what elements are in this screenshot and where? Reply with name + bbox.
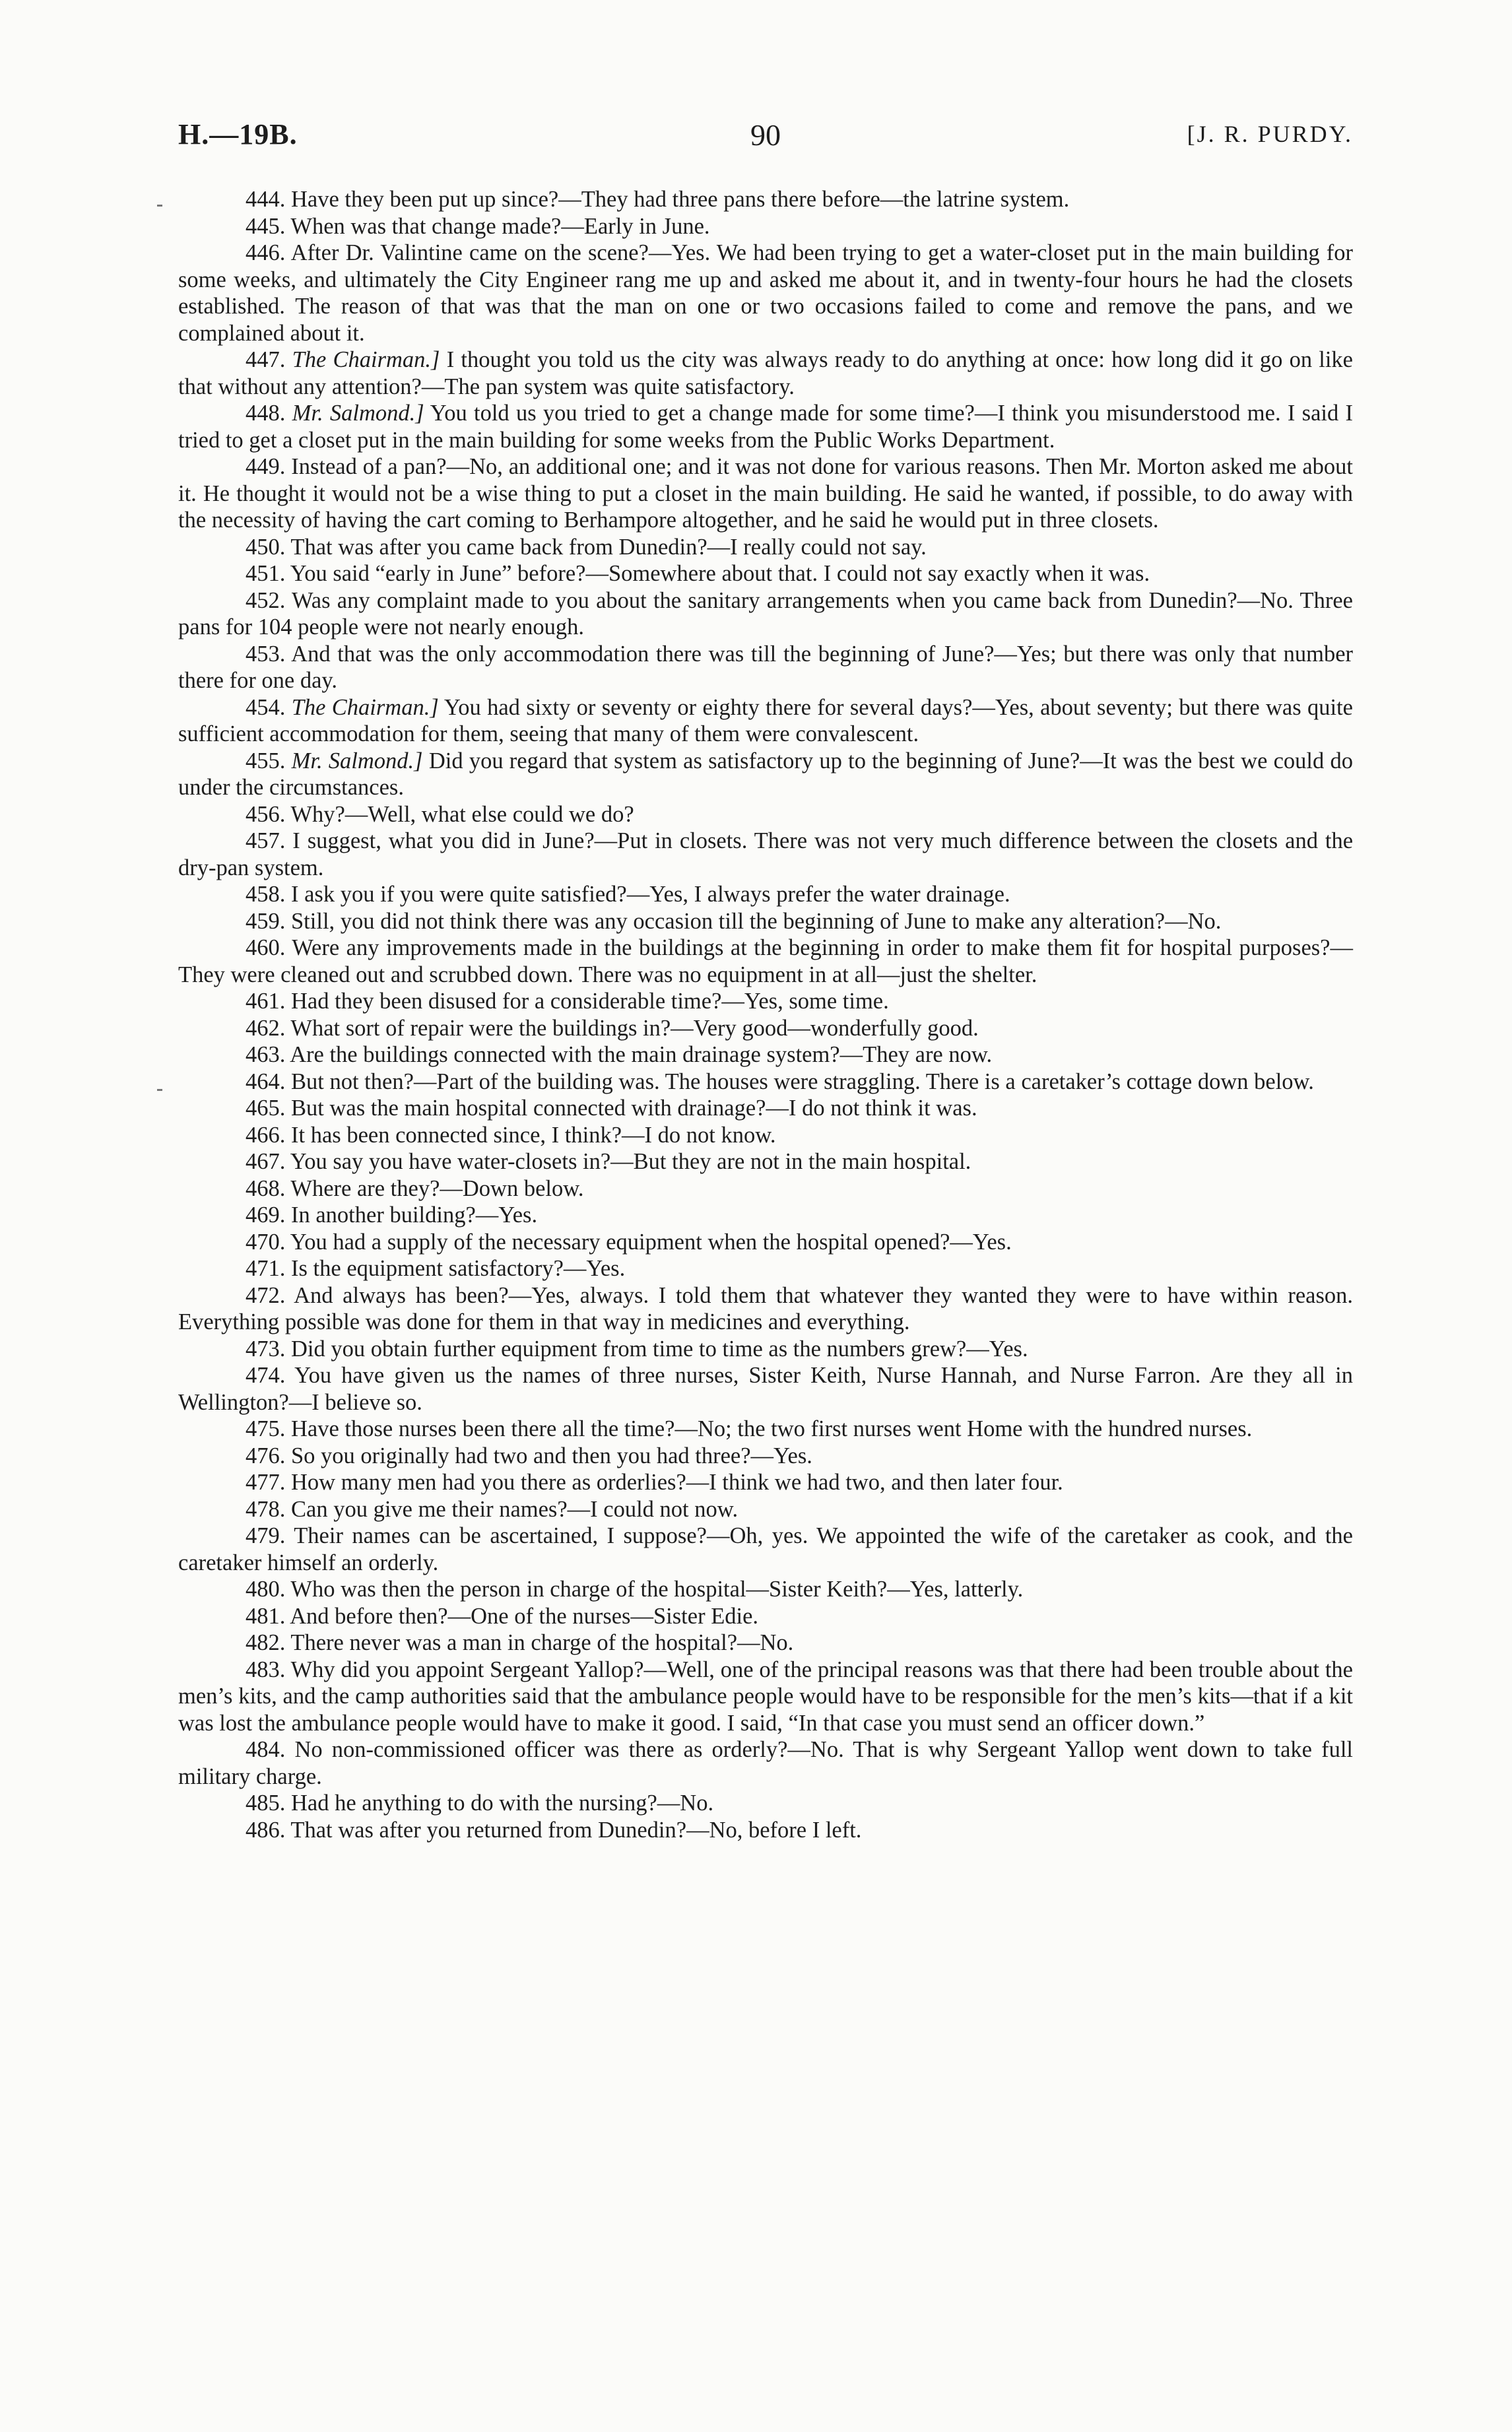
question-answer-text: Was any complaint made to you about the sanitary arrangements when you came back from Dunedin?—No. Three pans for 104 people were not nearly enough. (178, 587, 1353, 640)
question-486 (178, 1817, 1353, 1844)
page-number: 90 (750, 118, 781, 152)
question-answer-text: So you originally had two and then you had three?—Yes. (291, 1443, 812, 1468)
question-478 (178, 1496, 1353, 1523)
question-number: 460. (246, 935, 286, 960)
question-number: 448. (246, 401, 286, 426)
question-448 (178, 400, 1353, 453)
question-answer-text: Had they been disused for a considerable time?—Yes, some time. (291, 989, 889, 1014)
question-number: 473. (246, 1336, 286, 1362)
question-453 (178, 641, 1353, 694)
question-456 (178, 801, 1353, 828)
question-answer-text: Had he anything to do with the nursing?—No. (291, 1791, 714, 1816)
question-number: 453. (246, 641, 286, 667)
question-463 (178, 1041, 1353, 1068)
question-answer-text: I thought you told us the city was always ready to do anything at once: how long did it go on like that without any attention?—The pan system was quite satisfactory. (178, 347, 1353, 399)
question-number: 445. (246, 213, 286, 239)
question-451 (178, 560, 1353, 587)
question-450 (178, 534, 1353, 561)
question-answer-text: And always has been?—Yes, always. I told them that whatever they wanted they were to have within reason. Everything possible was done for them in that way in medicines and everything. (178, 1282, 1353, 1334)
page-header (178, 117, 1353, 164)
question-number: 451. (246, 561, 286, 586)
question-number: 472. (246, 1282, 286, 1308)
question-number: 464. (246, 1068, 286, 1094)
question-answer-text: Why?—Well, what else could we do? (290, 801, 634, 827)
question-454 (178, 694, 1353, 748)
question-473 (178, 1336, 1353, 1363)
question-answer-text: What sort of repair were the buildings in?—Very good—wonderfully good. (290, 1015, 979, 1041)
question-number: 449. (246, 454, 286, 479)
question-468 (178, 1175, 1353, 1202)
question-answer-text: Have those nurses been there all the time?—No; the two first nurses went Home with the hundred nurses. (291, 1416, 1253, 1441)
question-459 (178, 908, 1353, 935)
question-number: 466. (246, 1122, 286, 1148)
question-458 (178, 881, 1353, 908)
question-464 (178, 1068, 1353, 1096)
question-471 (178, 1255, 1353, 1282)
question-number: 467. (246, 1149, 286, 1174)
question-number: 465. (246, 1096, 286, 1121)
question-answer-text: And before then?—One of the nurses—Sister Edie. (290, 1603, 759, 1629)
question-answer-text: Did you regard that system as satisfactory up to the beginning of June?—It was the best we could do under the circumstances. (178, 748, 1353, 800)
question-number: 446. (246, 240, 286, 265)
question-answer-text: That was after you came back from Dunedin?—I really could not say. (290, 534, 927, 560)
question-number: 461. (246, 989, 286, 1014)
question-470 (178, 1229, 1353, 1256)
question-number: 459. (246, 908, 286, 934)
question-answer-text: Their names can be ascertained, I suppose?—Oh, yes. We appointed the wife of the caretaker as cook, and the caretaker himself an orderly. (178, 1523, 1353, 1575)
question-number: 485. (246, 1791, 286, 1816)
question-469 (178, 1202, 1353, 1229)
speaker-label: The Chairman.] (292, 347, 440, 372)
question-number: 462. (246, 1015, 286, 1041)
question-number: 447. (246, 347, 286, 372)
question-answer-text: You told us you tried to get a change made for some time?—I think you misunderstood me. I said I tried to get a closet put in the main building for some weeks from the Public Works Department. (178, 401, 1353, 453)
question-answer-text: I ask you if you were quite satisfied?—Yes, I always prefer the water drainage. (291, 882, 1010, 907)
question-answer-text: There never was a man in charge of the hospital?—No. (290, 1630, 794, 1655)
question-number: 481. (246, 1603, 286, 1629)
question-answer-text: I suggest, what you did in June?—Put in closets. There was not very much difference between the closets and the dry-pan system. (178, 828, 1354, 880)
question-answer-text: Are the buildings connected with the main drainage system?—They are now. (290, 1042, 993, 1067)
question-answer-text: You had a supply of the necessary equipment when the hospital opened?—Yes. (290, 1229, 1012, 1255)
question-number: 444. (246, 187, 286, 212)
question-answer-text: It has been connected since, I think?—I do not know. (291, 1122, 776, 1148)
question-number: 486. (246, 1817, 286, 1843)
question-answer-text: Did you obtain further equipment from time to time as the numbers grew?—Yes. (291, 1336, 1028, 1362)
question-number: 470. (246, 1229, 286, 1255)
question-455 (178, 748, 1353, 801)
question-445 (178, 213, 1353, 240)
question-number: 482. (246, 1630, 286, 1655)
question-number: 450. (246, 534, 286, 560)
question-479 (178, 1523, 1353, 1576)
question-answer-text: How many men had you there as orderlies?—I think we had two, and then later four. (291, 1470, 1063, 1495)
question-461 (178, 988, 1353, 1015)
question-number: 454. (246, 694, 286, 720)
question-answer-text: Have they been put up since?—They had three pans there before—the latrine system. (291, 187, 1070, 212)
question-number: 478. (246, 1496, 286, 1522)
question-number: 483. (246, 1657, 286, 1682)
question-462 (178, 1015, 1353, 1042)
margin-mark (157, 205, 162, 207)
question-number: 468. (246, 1175, 286, 1201)
question-474 (178, 1362, 1353, 1416)
question-number: 480. (246, 1577, 286, 1602)
question-answer-text: You said “early in June” before?—Somewhere about that. I could not say exactly when it was. (290, 561, 1150, 586)
question-answer-text: When was that change made?—Early in June. (290, 213, 710, 239)
question-number: 479. (246, 1523, 286, 1548)
margin-mark (157, 1089, 162, 1091)
question-number: 475. (246, 1416, 286, 1441)
question-answer-text: Were any improvements made in the buildings at the beginning in order to make them fit for hospital purposes?—They were cleaned out and scrubbed down. There was no equipment in at all—just the shelter. (178, 935, 1353, 987)
question-answer-text: Where are they?—Down below. (290, 1175, 584, 1201)
question-number: 452. (246, 587, 286, 613)
question-number: 484. (246, 1737, 286, 1762)
question-answer-text: Can you give me their names?—I could not now. (291, 1496, 739, 1522)
question-449 (178, 453, 1353, 534)
question-answer-text: Is the equipment satisfactory?—Yes. (291, 1256, 626, 1281)
testimony-body (178, 186, 1353, 1843)
question-475 (178, 1416, 1353, 1443)
question-answer-text: You had sixty or seventy or eighty there for several days?—Yes, about seventy; but there was quite sufficient accommodation for them, seeing that many of them were convalescent. (178, 694, 1353, 746)
question-480 (178, 1576, 1353, 1603)
question-answer-text: In another building?—Yes. (291, 1202, 538, 1228)
question-answer-text: And that was the only accommodation there was till the beginning of June?—Yes; but there was only that number there for one day. (178, 641, 1353, 693)
question-number: 471. (246, 1256, 286, 1281)
question-answer-text: That was after you returned from Dunedin?—No, before I left. (290, 1817, 862, 1843)
question-466 (178, 1122, 1353, 1149)
question-answer-text: But was the main hospital connected with drainage?—I do not think it was. (291, 1096, 977, 1121)
question-number: 476. (246, 1443, 286, 1468)
question-452 (178, 587, 1353, 641)
question-number: 469. (246, 1202, 286, 1228)
question-444 (178, 186, 1353, 213)
question-answer-text: Who was then the person in charge of the hospital—Sister Keith?—Yes, latterly. (290, 1577, 1024, 1602)
question-answer-text: After Dr. Valintine came on the scene?—Yes. We had been trying to get a water-closet put in the main building for some weeks, and ultimately the City Engineer rang me up and asked me about it, and in twenty-four hours he had the closets established. The reason of that was that the man on one or two occasions failed to come and remove the pans, and we complained about it. (178, 240, 1353, 346)
question-answer-text: Instead of a pan?—No, an additional one; and it was not done for various reasons. Then Mr. Morton asked me about it. He thought it would not be a wise thing to put a closet in the main building. He said he wanted, if possible, to do away with the necessity of having the cart coming to Berhampore altogether, and he said he would put in three closets. (178, 454, 1354, 533)
question-number: 474. (246, 1363, 286, 1388)
question-467 (178, 1148, 1353, 1175)
question-483 (178, 1657, 1353, 1737)
question-answer-text: No non-commissioned officer was there as orderly?—No. That is why Sergeant Yallop went down to take full military charge. (178, 1737, 1353, 1789)
question-number: 456. (246, 801, 286, 827)
question-number: 463. (246, 1042, 286, 1067)
question-number: 455. (246, 748, 286, 773)
question-answer-text: Still, you did not think there was any occasion till the beginning of June to make any alteration?—No. (291, 908, 1222, 934)
question-472 (178, 1282, 1353, 1336)
question-482 (178, 1629, 1353, 1657)
witness-name: [J. R. PURDY. (1187, 121, 1353, 147)
question-446 (178, 240, 1353, 346)
question-answer-text: But not then?—Part of the building was. The houses were straggling. There is a caretaker’s cottage down below. (291, 1068, 1314, 1094)
question-number: 477. (246, 1470, 286, 1495)
speaker-label: Mr. Salmond.] (292, 401, 424, 426)
question-447 (178, 346, 1353, 400)
question-answer-text: Why did you appoint Sergeant Yallop?—Well, one of the principal reasons was that there had been trouble about the men’s kits, and the camp authorities said that the ambulance people would have to be responsible for the men’s kits—that if a kit was lost the ambulance people would have to make it good. I said, “In that case you must send an officer down.” (178, 1657, 1353, 1736)
question-number: 457. (246, 828, 286, 853)
question-answer-text: You say you have water-closets in?—But they are not in the main hospital. (290, 1149, 971, 1174)
question-484 (178, 1736, 1353, 1790)
question-answer-text: You have given us the names of three nurses, Sister Keith, Nurse Hannah, and Nurse Farron. Are they all in Wellington?—I believe so. (178, 1363, 1353, 1415)
question-457 (178, 828, 1353, 881)
question-485 (178, 1790, 1353, 1817)
question-465 (178, 1095, 1353, 1122)
report-code: H.—19B. (178, 118, 298, 150)
question-476 (178, 1443, 1353, 1470)
question-number: 458. (246, 882, 286, 907)
speaker-label: Mr. Salmond.] (291, 748, 423, 773)
question-477 (178, 1469, 1353, 1496)
question-460 (178, 935, 1353, 988)
question-481 (178, 1603, 1353, 1630)
speaker-label: The Chairman.] (291, 694, 439, 720)
